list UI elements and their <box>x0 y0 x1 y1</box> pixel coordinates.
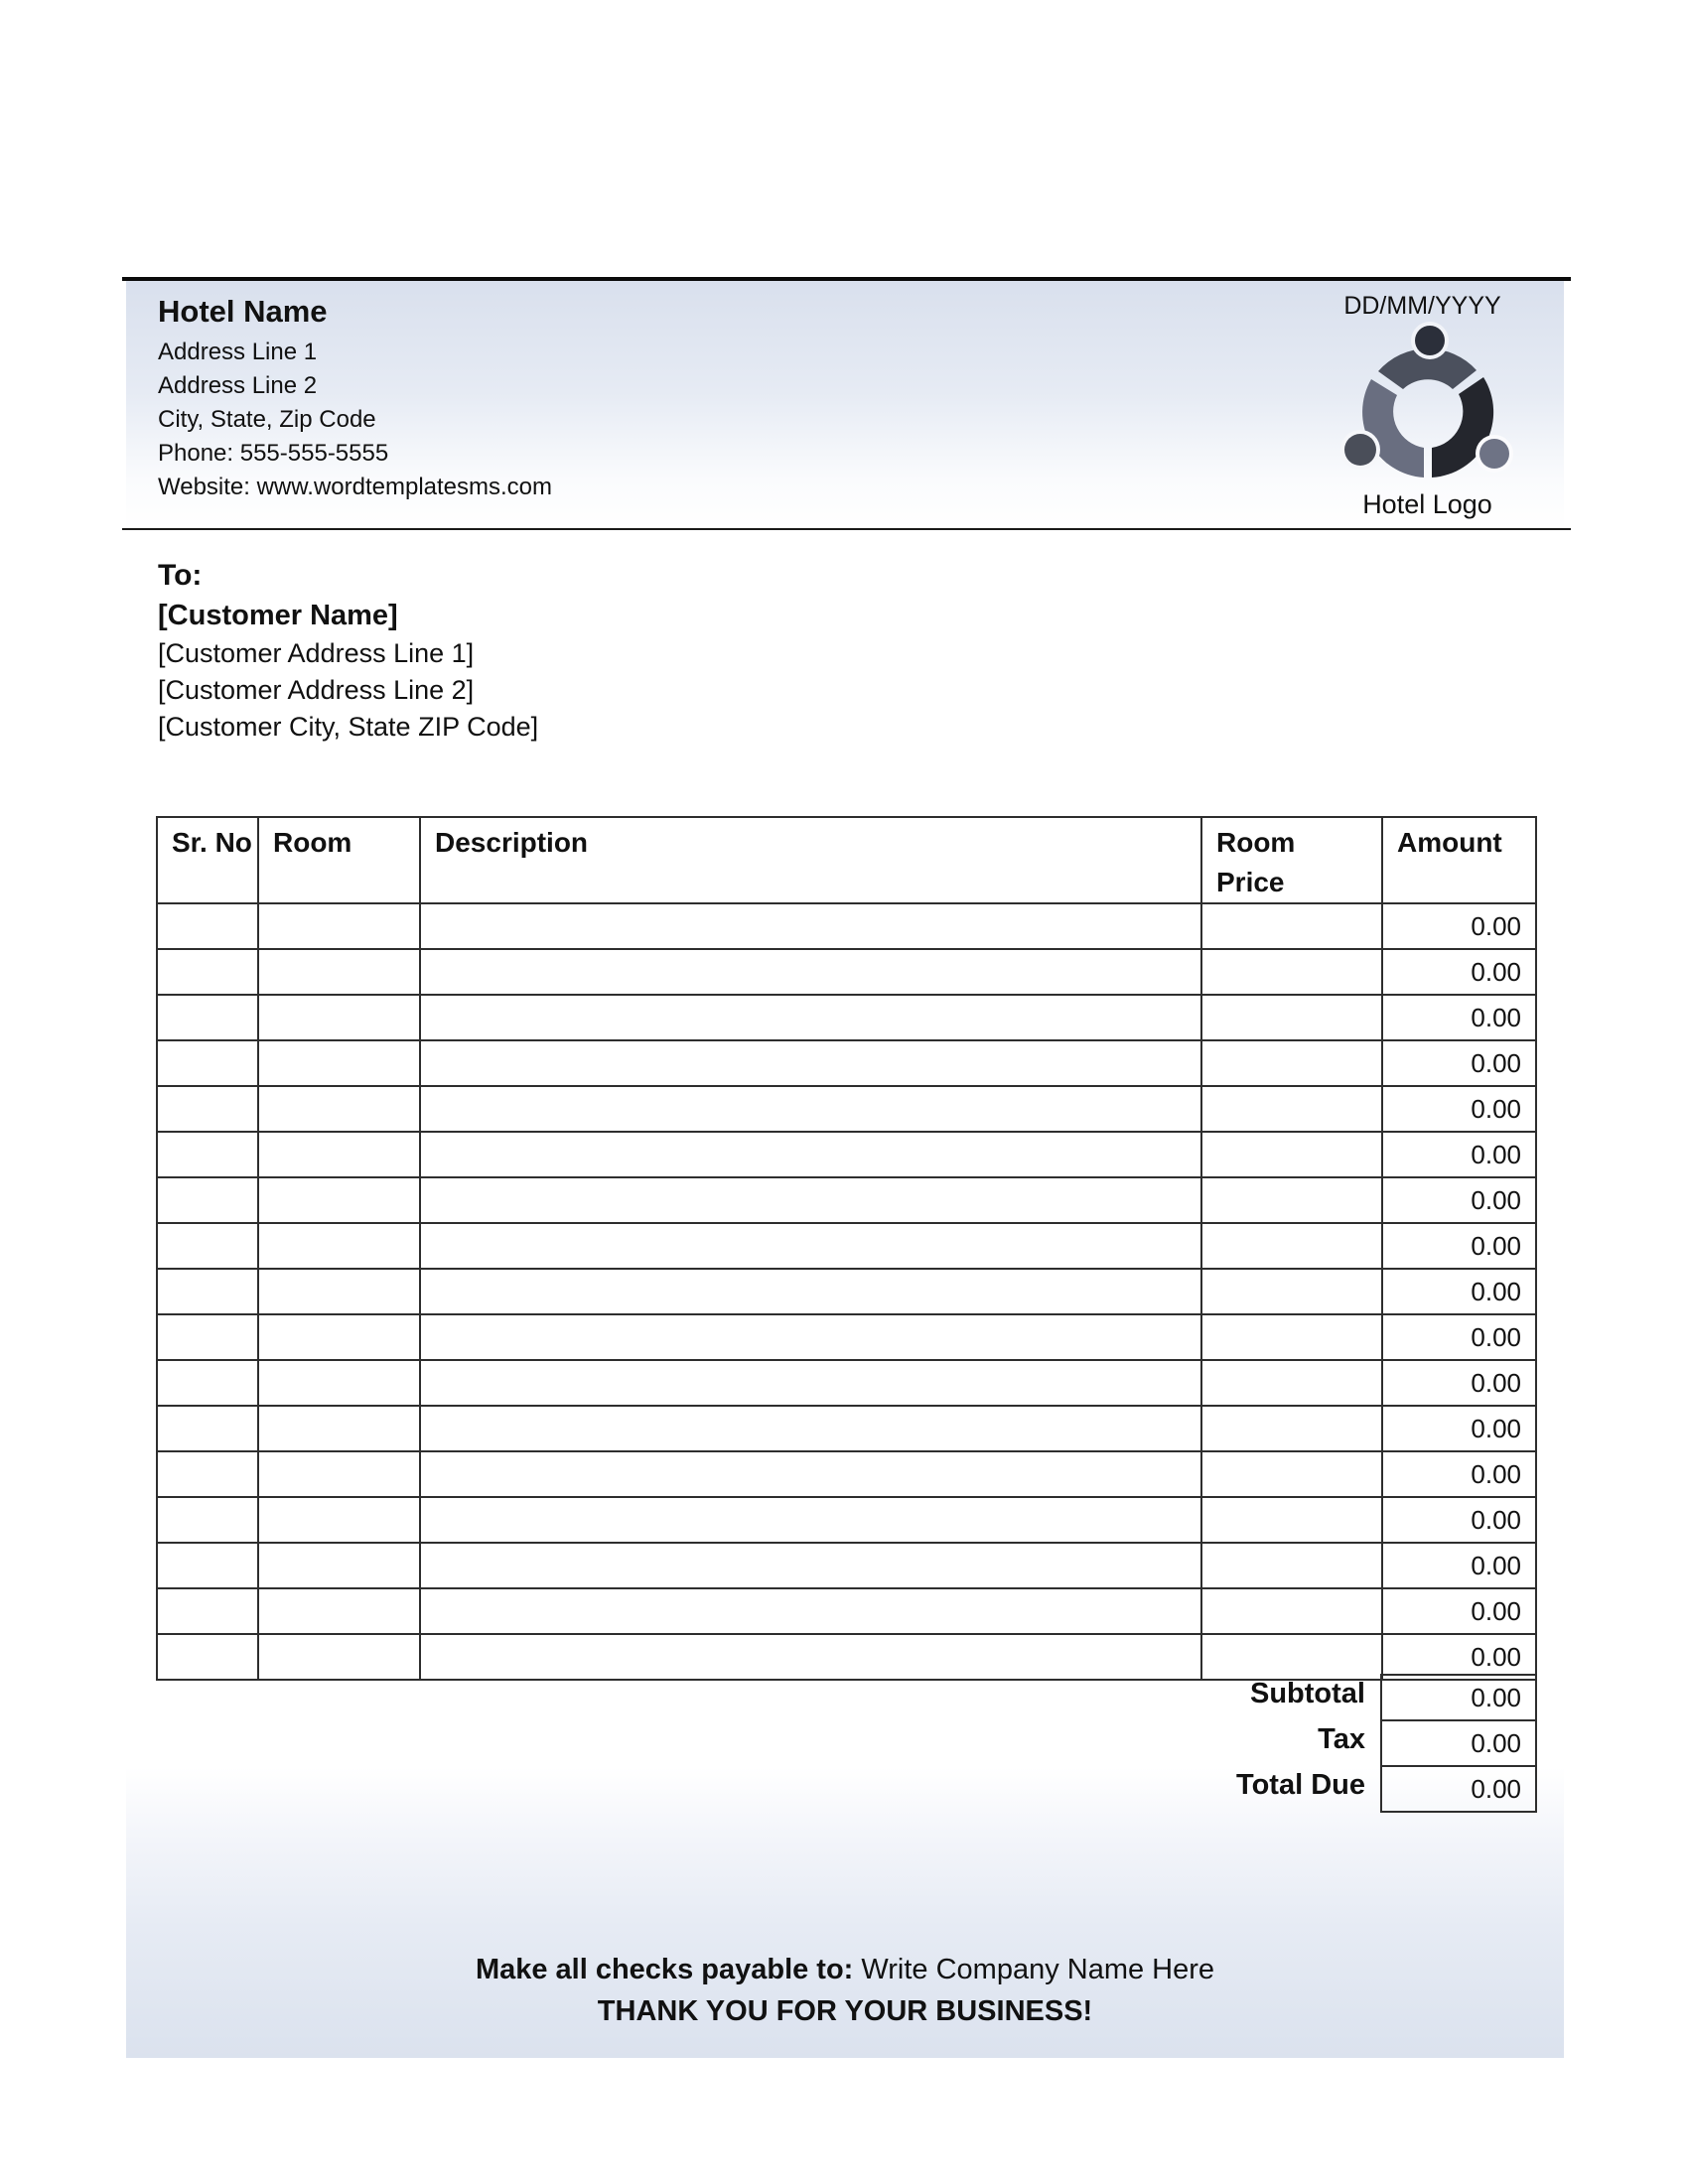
cell-room-price[interactable] <box>1201 1543 1382 1588</box>
cell-sr-no[interactable] <box>157 1086 258 1132</box>
cell-room-price[interactable] <box>1201 1040 1382 1086</box>
table-row <box>157 1269 1536 1314</box>
cell-description[interactable] <box>420 1588 1201 1634</box>
table-row <box>157 1086 1536 1132</box>
table-row <box>157 949 1536 995</box>
cell-description[interactable] <box>420 1543 1201 1588</box>
cell-room[interactable] <box>258 1269 420 1314</box>
cell-description[interactable] <box>420 1360 1201 1406</box>
customer-name[interactable]: [Customer Name] <box>158 600 398 631</box>
cell-room[interactable] <box>258 1177 420 1223</box>
col-header-description: Description <box>420 817 1201 903</box>
cell-room[interactable] <box>258 995 420 1040</box>
hotel-name[interactable]: Hotel Name <box>158 294 328 329</box>
cell-room-price[interactable] <box>1201 1132 1382 1177</box>
customer-address-line-2[interactable]: [Customer Address Line 2] <box>158 675 475 705</box>
cell-amount[interactable]: 0.00 <box>1382 949 1536 995</box>
col-header-amount: Amount <box>1382 817 1536 903</box>
cell-amount[interactable]: 0.00 <box>1382 1132 1536 1177</box>
cell-amount[interactable]: 0.00 <box>1382 1451 1536 1497</box>
cell-room[interactable] <box>258 1223 420 1269</box>
customer-address-line-1[interactable]: [Customer Address Line 1] <box>158 638 475 668</box>
total-due-label: Total Due <box>1236 1769 1365 1801</box>
logo-top-dot <box>1415 326 1445 355</box>
cell-room-price[interactable] <box>1201 903 1382 949</box>
cell-amount[interactable]: 0.00 <box>1382 1360 1536 1406</box>
cell-room-price[interactable] <box>1201 1086 1382 1132</box>
table-row <box>157 1360 1536 1406</box>
cell-amount[interactable]: 0.00 <box>1382 1269 1536 1314</box>
items-table <box>156 816 1537 1681</box>
table-header-row <box>157 817 1536 903</box>
cell-room-price[interactable] <box>1201 1588 1382 1634</box>
cell-description[interactable] <box>420 903 1201 949</box>
hotel-logo-icon[interactable] <box>1340 318 1519 491</box>
table-row <box>157 1040 1536 1086</box>
cell-amount[interactable]: 0.00 <box>1382 1040 1536 1086</box>
cell-room[interactable] <box>258 1451 420 1497</box>
cell-room-price[interactable] <box>1201 995 1382 1040</box>
invoice-date[interactable]: DD/MM/YYYY <box>1343 292 1501 320</box>
payable-label: Make all checks payable to: <box>475 1954 854 1985</box>
cell-sr-no[interactable] <box>157 1132 258 1177</box>
cell-room[interactable] <box>258 1360 420 1406</box>
cell-description[interactable] <box>420 1314 1201 1360</box>
table-row <box>157 903 1536 949</box>
cell-room[interactable] <box>258 1040 420 1086</box>
cell-sr-no[interactable] <box>157 1634 258 1680</box>
to-label: To: <box>158 559 203 592</box>
cell-amount[interactable]: 0.00 <box>1382 1497 1536 1543</box>
cell-room-price[interactable] <box>1201 949 1382 995</box>
cell-room[interactable] <box>258 949 420 995</box>
logo-label: Hotel Logo <box>1362 489 1492 519</box>
table-row <box>157 1177 1536 1223</box>
address-line-2[interactable]: Address Line 2 <box>158 372 318 399</box>
logo-right-dot <box>1479 439 1509 469</box>
cell-sr-no[interactable] <box>157 1360 258 1406</box>
cell-amount[interactable]: 0.00 <box>1382 1634 1536 1680</box>
cell-room[interactable] <box>258 1634 420 1680</box>
subtotal-label: Subtotal <box>1250 1678 1365 1709</box>
cell-description[interactable] <box>420 995 1201 1040</box>
table-row <box>157 1223 1536 1269</box>
thank-you-message: THANK YOU FOR YOUR BUSINESS! <box>597 1995 1093 2027</box>
cell-room-price[interactable] <box>1201 1177 1382 1223</box>
cell-description[interactable] <box>420 1177 1201 1223</box>
address-line-1[interactable]: Address Line 1 <box>158 339 318 365</box>
city-state-zip[interactable]: City, State, Zip Code <box>158 406 376 433</box>
logo-left-dot <box>1344 434 1376 466</box>
payable-company[interactable]: Write Company Name Here <box>861 1954 1215 1985</box>
cell-sr-no[interactable] <box>157 995 258 1040</box>
cell-room-price[interactable] <box>1201 1269 1382 1314</box>
cell-description[interactable] <box>420 1132 1201 1177</box>
cell-sr-no[interactable] <box>157 1269 258 1314</box>
table-row <box>157 1451 1536 1497</box>
cell-sr-no[interactable] <box>157 1406 258 1451</box>
cell-sr-no[interactable] <box>157 1040 258 1086</box>
customer-city-state-zip[interactable]: [Customer City, State ZIP Code] <box>158 712 539 742</box>
cell-amount[interactable]: 0.00 <box>1382 1588 1536 1634</box>
cell-description[interactable] <box>420 1040 1201 1086</box>
hotel-logo-svg <box>1340 318 1519 491</box>
table-row <box>157 995 1536 1040</box>
cell-description[interactable] <box>420 1497 1201 1543</box>
cell-sr-no[interactable] <box>157 1588 258 1634</box>
cell-description[interactable] <box>420 1406 1201 1451</box>
cell-room[interactable] <box>258 1086 420 1132</box>
col-header-room-price: Room Price <box>1201 817 1382 903</box>
payable-to-line <box>126 1954 1564 1986</box>
cell-amount[interactable]: 0.00 <box>1382 1177 1536 1223</box>
table-row <box>157 1588 1536 1634</box>
cell-sr-no[interactable] <box>157 1497 258 1543</box>
cell-description[interactable] <box>420 1634 1201 1680</box>
cell-room-price[interactable] <box>1201 1314 1382 1360</box>
table-row <box>157 1543 1536 1588</box>
cell-room[interactable] <box>258 1132 420 1177</box>
cell-description[interactable] <box>420 949 1201 995</box>
cell-amount[interactable]: 0.00 <box>1382 1223 1536 1269</box>
col-header-sr-no: Sr. No <box>157 817 258 903</box>
tax-label: Tax <box>1318 1723 1365 1755</box>
cell-sr-no[interactable] <box>157 1314 258 1360</box>
cell-sr-no[interactable] <box>157 903 258 949</box>
cell-room-price[interactable] <box>1201 1497 1382 1543</box>
cell-description[interactable] <box>420 1223 1201 1269</box>
cell-amount[interactable]: 0.00 <box>1382 1314 1536 1360</box>
total-due-value[interactable]: 0.00 <box>1380 1765 1537 1813</box>
table-row <box>157 1634 1536 1680</box>
cell-room-price[interactable] <box>1201 1406 1382 1451</box>
table-row <box>157 1406 1536 1451</box>
cell-room-price[interactable] <box>1201 1451 1382 1497</box>
cell-sr-no[interactable] <box>157 1223 258 1269</box>
cell-room-price[interactable] <box>1201 1634 1382 1680</box>
col-header-room: Room <box>258 817 420 903</box>
table-row <box>157 1132 1536 1177</box>
cell-amount[interactable]: 0.00 <box>1382 1406 1536 1451</box>
cell-room-price[interactable] <box>1201 1360 1382 1406</box>
cell-room[interactable] <box>258 1406 420 1451</box>
header-bottom-rule <box>122 528 1571 530</box>
cell-amount[interactable]: 0.00 <box>1382 1543 1536 1588</box>
cell-room[interactable] <box>258 1588 420 1634</box>
cell-room[interactable] <box>258 903 420 949</box>
phone[interactable]: Phone: 555-555-5555 <box>158 440 389 467</box>
cell-room-price[interactable] <box>1201 1223 1382 1269</box>
subtotal-value[interactable]: 0.00 <box>1380 1674 1537 1721</box>
cell-description[interactable] <box>420 1269 1201 1314</box>
tax-value[interactable]: 0.00 <box>1380 1719 1537 1767</box>
cell-room[interactable] <box>258 1543 420 1588</box>
cell-amount[interactable]: 0.00 <box>1382 903 1536 949</box>
cell-sr-no[interactable] <box>157 1451 258 1497</box>
cell-sr-no[interactable] <box>157 1177 258 1223</box>
cell-amount[interactable]: 0.00 <box>1382 995 1536 1040</box>
cell-room[interactable] <box>258 1497 420 1543</box>
table-row <box>157 1314 1536 1360</box>
cell-sr-no[interactable] <box>157 949 258 995</box>
cell-room[interactable] <box>258 1314 420 1360</box>
cell-description[interactable] <box>420 1451 1201 1497</box>
cell-description[interactable] <box>420 1086 1201 1132</box>
cell-sr-no[interactable] <box>157 1543 258 1588</box>
table-row <box>157 1497 1536 1543</box>
cell-amount[interactable]: 0.00 <box>1382 1086 1536 1132</box>
website[interactable]: Website: www.wordtemplatesms.com <box>158 474 553 500</box>
